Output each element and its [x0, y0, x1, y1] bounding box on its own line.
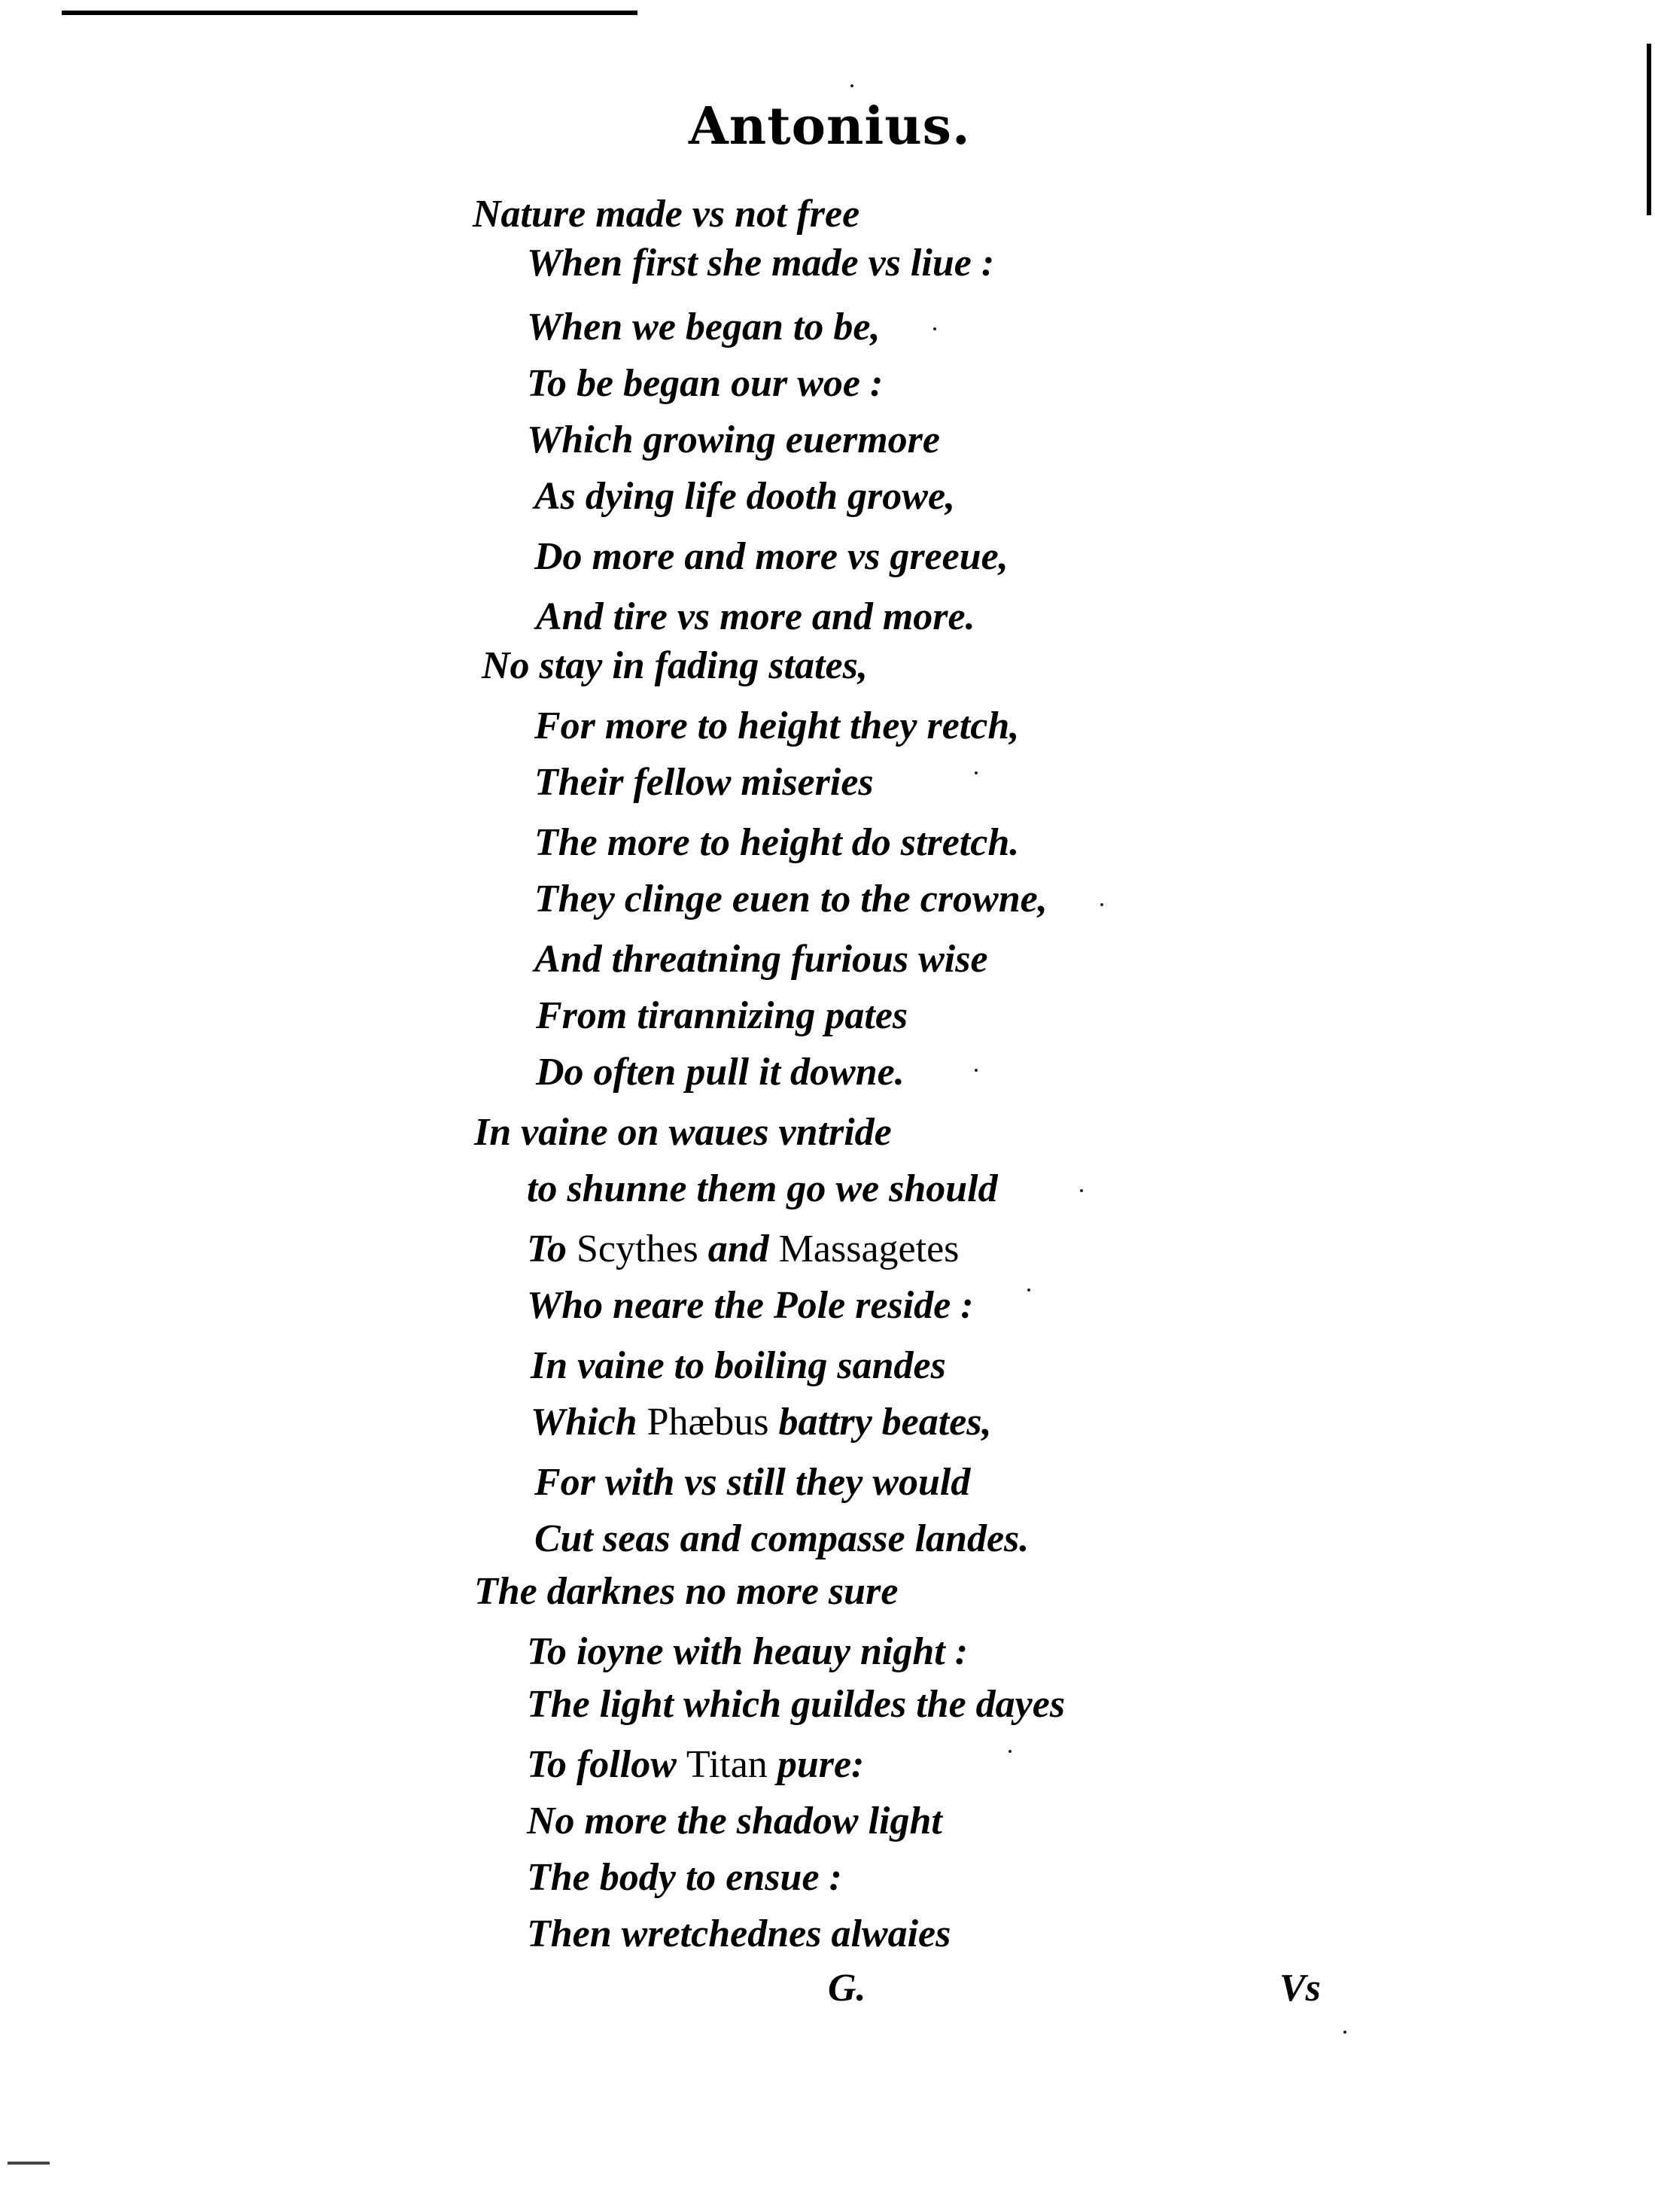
- line-segment: Which growing euermore: [527, 418, 940, 461]
- poem-line: [527, 1912, 951, 1957]
- speck: [1027, 1289, 1030, 1292]
- poem-line: [473, 192, 859, 237]
- line-segment: Which: [531, 1401, 647, 1444]
- poem-line: [474, 1569, 898, 1614]
- line-segment: For with vs still they would: [534, 1461, 971, 1504]
- line-segment: Nature made vs not free: [473, 193, 860, 236]
- line-segment: Cut seas and compasse landes.: [534, 1517, 1030, 1560]
- line-segment: No more the shadow light: [527, 1800, 942, 1842]
- margin-scrap: [8, 2162, 50, 2165]
- poem-line: [534, 820, 1019, 866]
- poem-line: [534, 877, 1048, 922]
- line-segment: To ioyne with heauy night :: [527, 1630, 969, 1673]
- catchword: Vs: [1279, 1967, 1321, 2010]
- poem-line: [536, 595, 975, 640]
- line-segment: To be began our woe :: [527, 362, 884, 405]
- line-segment: As dying life dooth growe,: [534, 475, 956, 518]
- proper-noun: Scythes: [577, 1228, 698, 1270]
- line-segment: Who neare the Pole reside :: [527, 1284, 974, 1327]
- poem-line: [527, 418, 940, 463]
- poem-line: [527, 361, 883, 406]
- proper-noun: Massagetes: [778, 1228, 960, 1270]
- line-segment: The more to height do stretch.: [534, 821, 1020, 864]
- line-segment: To: [527, 1228, 577, 1270]
- line-segment: No stay in fading states,: [482, 644, 868, 687]
- line-segment: They clinge euen to the crowne,: [534, 878, 1048, 920]
- speck: [1009, 1750, 1012, 1753]
- line-segment: The body to ensue :: [527, 1856, 842, 1899]
- poem-line: [527, 305, 880, 350]
- poem-line: [527, 1167, 998, 1212]
- poem-line: [527, 1629, 968, 1675]
- poem-line: [527, 1855, 842, 1900]
- proper-noun: Titan: [686, 1743, 768, 1786]
- line-segment: Then wretchednes alwaies: [527, 1912, 951, 1955]
- poem-line: [534, 534, 1009, 580]
- speck: [1100, 903, 1103, 906]
- speck: [1343, 2031, 1346, 2034]
- line-segment: Do more and more vs greeue,: [534, 535, 1009, 578]
- line-segment: and: [698, 1228, 779, 1270]
- poem-line: [534, 1517, 1029, 1562]
- proper-noun: Phæbus: [646, 1401, 769, 1444]
- line-segment: In vaine on waues vntride: [474, 1111, 892, 1154]
- poem-line: [534, 937, 988, 982]
- line-segment: For more to height they retch,: [534, 704, 1020, 747]
- line-segment: The light which guildes the dayes: [527, 1683, 1066, 1726]
- poem-line: [482, 644, 868, 689]
- poem-line: [531, 1343, 946, 1389]
- poem-line: [534, 760, 874, 805]
- poem-line: [527, 1682, 1065, 1727]
- line-segment: The darknes no more sure: [474, 1570, 899, 1613]
- speck: [1080, 1189, 1083, 1192]
- poem-line: [527, 1742, 864, 1788]
- line-segment: Do often pull it downe.: [536, 1051, 905, 1094]
- line-segment: From tirannizing pates: [536, 994, 908, 1037]
- poem-line: [474, 1110, 892, 1155]
- speck: [975, 771, 978, 774]
- line-segment: When first she made vs liue :: [527, 242, 995, 284]
- poem-line: [534, 704, 1019, 749]
- poem-line: [531, 1400, 992, 1445]
- line-segment: When we began to be,: [527, 306, 881, 348]
- poem-line: [534, 474, 955, 519]
- poem-line: [536, 1050, 905, 1095]
- speck: [975, 1069, 978, 1072]
- signature-mark: G.: [828, 1967, 866, 2010]
- line-segment: And threatning furious wise: [534, 938, 988, 981]
- poem-line: [527, 241, 994, 286]
- poem-line: [527, 1227, 959, 1272]
- line-segment: To follow: [527, 1743, 686, 1786]
- poem-line: [527, 1799, 942, 1844]
- line-segment: pure:: [767, 1743, 865, 1786]
- poem-line: [536, 993, 908, 1039]
- line-segment: Their fellow miseries: [534, 761, 874, 804]
- poem-line: [527, 1283, 974, 1328]
- poem-line: [534, 1460, 970, 1505]
- line-segment: to shunne them go we should: [527, 1167, 998, 1210]
- line-segment: In vaine to boiling sandes: [531, 1344, 946, 1387]
- line-segment: And tire vs more and more.: [536, 595, 975, 638]
- page-title: Antonius.: [689, 96, 971, 157]
- line-segment: battry beates,: [768, 1401, 992, 1444]
- speck: [933, 327, 936, 330]
- speck: [850, 84, 853, 87]
